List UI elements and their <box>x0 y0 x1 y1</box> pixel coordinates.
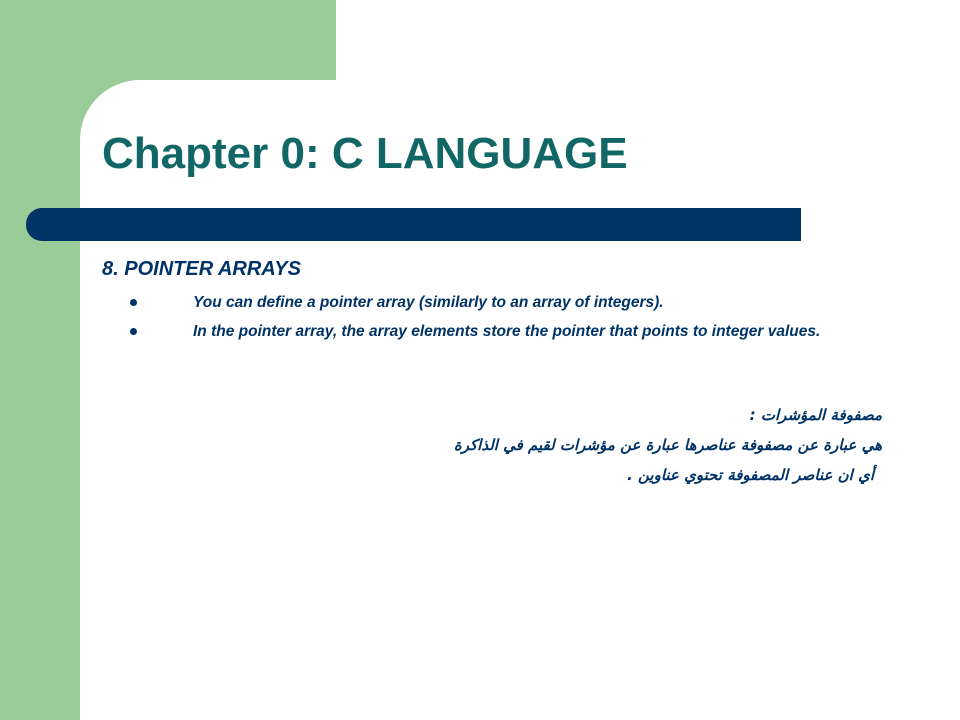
title-underline-bar <box>26 208 801 241</box>
arabic-heading: مصفوفة المؤشرات : <box>749 406 882 424</box>
bullet-item <box>130 321 890 342</box>
arabic-explanation <box>380 404 882 494</box>
bullet-list <box>130 292 890 350</box>
bullet-text: You can define a pointer array (similarly to an array of integers). <box>193 294 664 311</box>
bullet-dot-icon <box>130 299 137 306</box>
bullet-dot-icon <box>130 328 137 335</box>
arabic-note: أي ان عناصر المصفوفة تحتوي عناوين . <box>627 466 874 484</box>
slide-title: Chapter 0: C LANGUAGE <box>102 129 628 178</box>
section-heading: 8. POINTER ARRAYS <box>102 258 301 280</box>
bullet-item <box>130 292 890 313</box>
arabic-definition: هي عبارة عن مصفوفة عناصرها عبارة عن مؤشرات لقيم في الذاكرة <box>453 436 882 454</box>
bullet-text: In the pointer array, the array elements store the pointer that points to integer values. <box>193 323 821 340</box>
